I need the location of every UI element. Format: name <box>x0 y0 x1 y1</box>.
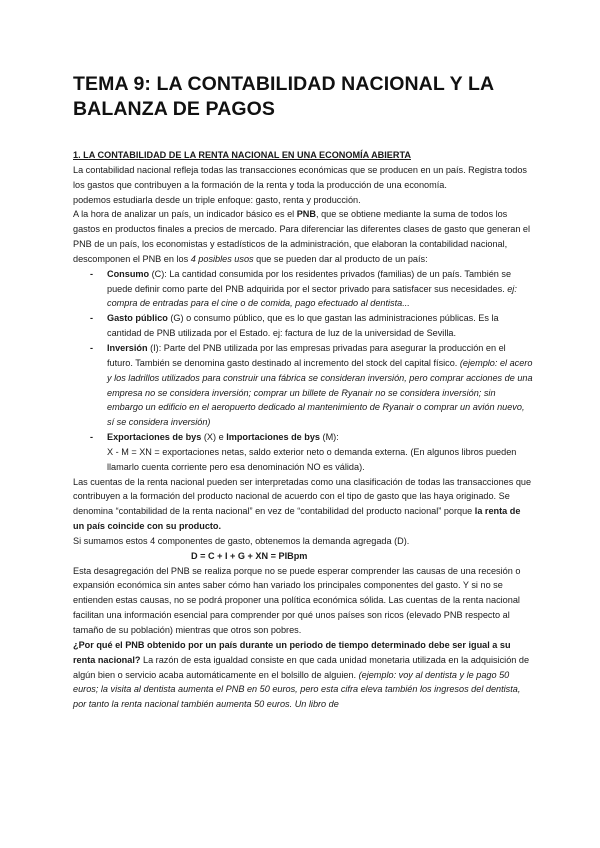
components-list <box>73 267 533 475</box>
item-label: Importaciones de bys <box>226 432 320 443</box>
paragraph <box>73 475 533 534</box>
paragraph: La contabilidad nacional refleja todas las transacciones económicas que se producen en un país. Registra todos los gastos que contribuyen a la formación de la renta y toda la producción de una economía. <box>73 164 527 190</box>
list-item <box>107 341 533 430</box>
emphasis: 4 posibles usos <box>190 253 254 264</box>
emphasis: la renta de un país coincide con su producto. <box>73 506 521 532</box>
item-text: e <box>218 432 227 443</box>
item-text: : Parte del PNB utilizada por las empresas privadas para asegurar la producción en el futuro. También se denomina gasto destinado al incremento del stock del capital físico. <box>107 342 506 368</box>
paragraph <box>73 207 533 266</box>
list-item <box>107 430 533 475</box>
item-letter: (G) <box>167 313 184 324</box>
title-line-2: BALANZA DE PAGOS <box>73 98 276 120</box>
text-run: A la hora de analizar un país, un indicador básico es el <box>73 209 297 220</box>
item-label: Consumo <box>107 268 150 279</box>
item-label: Gasto público <box>107 313 168 324</box>
text-run: , que se obtiene mediante la suma de todos los gastos en productos finales a precios de mercado. Para diferenciar las diferentes clases de gasto que generan el PNB de un país, los economistas y estadísticos de la administración, que elaboran la contabilidad nacional, descomponen el PNB en los <box>73 209 531 264</box>
aggregate-demand-formula: D = C + I + G + XN = PIBpm <box>191 550 308 561</box>
text-run: Las cuentas de la renta nacional pueden ser interpretadas como una clasificación de todas las transacciones que contribuyen a la formación del producto nacional de acuerdo con el tipo de gasto que las haya originado. Se denomina “contabilidad de la renta nacional” en vez de “contabilidad del producto nacional” porque <box>73 476 532 517</box>
item-text: o consumo público, que es lo que gastan las administraciones públicas. Es la cantidad de PNB utilizada por el Estado. ej: factura de luz de la universidad de Sevilla. <box>107 313 499 339</box>
question: ¿Por qué el PNB obtenido por un país durante un periodo de tiempo determinado debe ser igual a su renta nacional? <box>73 639 511 665</box>
item-letter: (M) <box>320 432 337 443</box>
item-letter: (I) <box>147 342 159 353</box>
list-item <box>107 311 533 341</box>
net-exports-formula: X - M = XN <box>107 446 152 457</box>
item-text: : La cantidad consumida por los residentes privados (familias) de un país. También se puede definir como parte del PNB adquirida por el sector privado para satisfacer sus necesidades. <box>107 268 512 294</box>
paragraph <box>73 638 533 712</box>
text-run: Un libro de <box>292 699 339 710</box>
item-example: (ejemplo: el acero y los ladrillos utilizados para construir una fábrica se consideran inversión, pero comprar acciones de una empresa no se considera inversión; comprar un billete de Ryanair no se considera inversión; sin embargo un edificio en el aeropuerto dedicado al mantenimiento de Ryanair o comprar un avión nuevo, sí se considera inversión) <box>107 357 533 428</box>
item-label: Inversión <box>107 342 148 353</box>
item-label: Exportaciones de bys <box>107 432 202 443</box>
list-item <box>107 267 533 312</box>
paragraph: Esta desagregación del PNB se realiza porque no se puede esperar comprender las causas de una recesión o expansión económica sin antes saber cómo han variado los principales componentes del gasto. Y si no se entienden estas causas, no se podrá proponer una política económica sólida. Las cuentas de la renta nacional facilitan una información esencial para comprender por qué unos países son ricos (elevado PNB respecto al tamaño de su población) mientras que otros son pobres. <box>73 565 521 635</box>
item-text: = exportaciones netas, saldo exterior neto o demanda externa. (En algunos libros pueden llamarlo cuenta corriente pero esa denominación NO es válida). <box>107 446 517 472</box>
title-line-1: TEMA 9: LA CONTABILIDAD NACIONAL Y LA <box>73 73 495 95</box>
text-run: que se pueden dar al producto de un país: <box>253 253 428 264</box>
item-example: ej: compra de entradas para el cine o de comida, pago efectuado al dentista... <box>107 283 517 309</box>
paragraph: podemos estudiarla desde un triple enfoque: gasto, renta y producción. <box>73 194 361 205</box>
item-text: : <box>336 432 339 443</box>
item-letter: (X) <box>201 432 219 443</box>
item-letter: (C) <box>149 268 165 279</box>
page-title <box>73 72 543 122</box>
text-run: La razón de esta igualdad consiste en que cada unidad monetaria utilizada en la adquisición de algún bien o servicio acaba automáticamente en el bolsillo de alguien. <box>73 654 530 680</box>
example: (ejemplo: voy al dentista y le pago 50 euros; la visita al dentista aumenta el PNB en 50 euros, pero esta cifra eleva también los ingresos del dentista, por tanto la renta nacional también aumenta 50 euros. <box>73 669 521 710</box>
paragraph: Si sumamos estos 4 componentes de gasto, obtenemos la demanda agregada (D). <box>73 535 410 546</box>
section-heading: 1. LA CONTABILIDAD DE LA RENTA NACIONAL EN UNA ECONOMÍA ABIERTA <box>73 150 411 160</box>
term-pnb: PNB <box>296 209 316 220</box>
document-body <box>73 148 533 712</box>
